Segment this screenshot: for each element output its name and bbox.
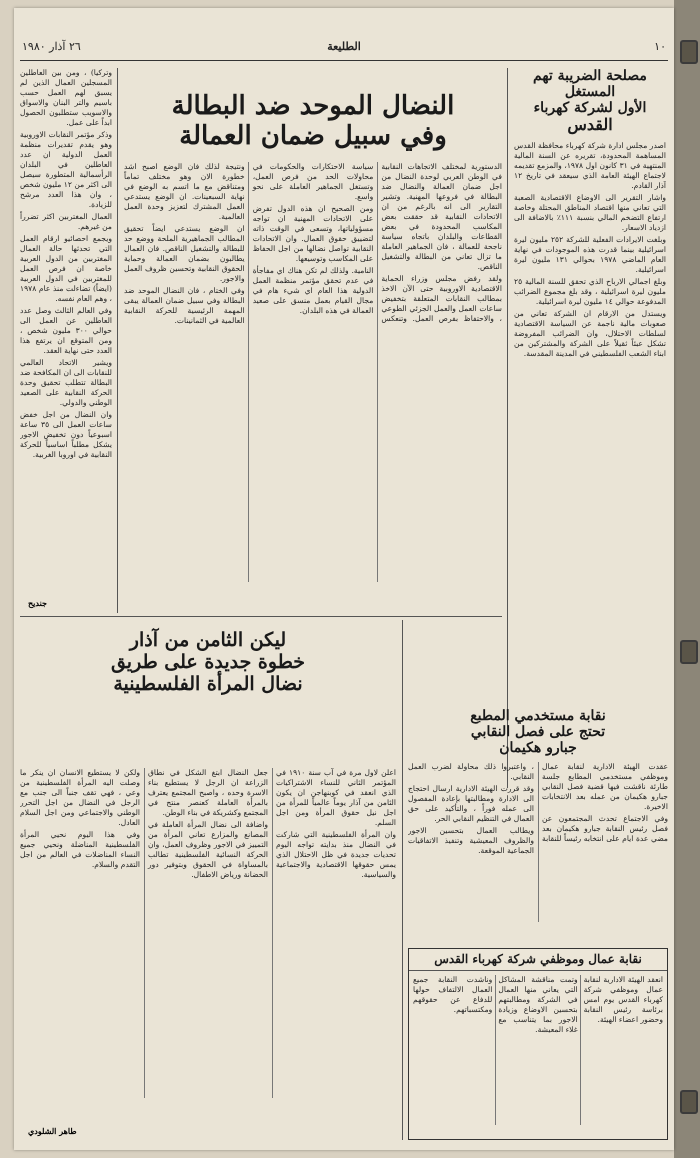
paragraph: جعل النضال ابتغ الشكل في نطاق الزراعة ان الرجل لا يستطيع بناء الاسرة وحده ، واصبح المجتمع يعترف بالمرأة العاملة كعنصر منتج في المجتمع وكشريكة في بناء الوطن. bbox=[148, 768, 268, 817]
paragraph: ولكن لا يستطيع الانسان ان ينكر ما وصلت اليه المرأة الفلسطينية من وعي ، فهي تقف جنباً الى جنب مع الرجل في النضال من اجل التحرر الوطني والاجتماعي ومن اجل السلام العادل. bbox=[20, 768, 140, 827]
paragraph: وفي العالم الثالث وصل عدد العاطلين عن العمل الى حوالي ٣٠٠ مليون شخص ، ومن المتوقع ان يرتفع هذا العدد حتى نهاية العقد. bbox=[20, 306, 112, 355]
paragraph: ولقد رفض مجلس وزراء الحماية الاقتصادية الاوروبية حتى الآن الاخذ بمطالب النقابات المتعلقة بتخفيض ساعات العمل والعمل الجزئي الطوعي ، والاحتفاظ بفرص العمل. وتنعكس سياسة الاحتكارات والحكومات في محاولات الحد من فرص العمل، وتستغل الجماهير العاملة على نحو واسع. bbox=[252, 161, 502, 323]
newspaper-page bbox=[14, 8, 674, 1150]
headline-line: خطوة جديدة على طريق bbox=[110, 650, 306, 673]
article-unemployment bbox=[124, 68, 502, 608]
page-number: ١٠ bbox=[654, 40, 666, 53]
headline-line: تحتج على فصل النقابي bbox=[470, 724, 606, 741]
headline-line: النضال الموحد ضد البطالة bbox=[171, 91, 455, 121]
headline-line: الأول لشركة كهرباء bbox=[533, 100, 647, 117]
headline-line: نقابة مستخدمي المطبع bbox=[470, 708, 606, 724]
article-body bbox=[20, 68, 112, 460]
headline-line: القدس bbox=[567, 115, 613, 135]
paragraph: عقدت الهيئة الادارية لنقابة عمال وموظفي مستخدمي المطابع جلسة طارئة ناقشت فيها قضية فصل النقابي جبارو هكيمان من عمله بعد الانتخابات الاخيرة. bbox=[542, 762, 668, 812]
article-headline bbox=[20, 630, 396, 696]
article-body bbox=[20, 768, 396, 1098]
paragraph: وذكر مؤتمر النقابات الاوروبية وهو يقدم تقديرات منظمة العمل الدولية ان عدد العاطلين في البلدان الرأسمالية المتطورة سيصل الى اكثر من ١٢ مليون شخص ، وان هذا العدد مرشح للزيادة. bbox=[20, 130, 112, 209]
headline-line: مصلحة الضريبة تهم المستغل bbox=[533, 68, 647, 101]
headline-line: ليكن الثامن من آذار bbox=[129, 629, 287, 651]
paragraph: وفي الاجتماع تحدث المجتمعون عن فصل رئيس النقابة جبارو هكيمان بعد مضي عدة ايام على انتخابه رئيساً للنقابة ، واعتبروا ذلك محاولة لضرب العمل النقابي. bbox=[408, 762, 668, 844]
paragraph: وفي هذا اليوم نحيي المرأة الفلسطينية المناضلة ونحيي جميع النساء المناضلات في العالم من اجل التقدم والسلام. bbox=[20, 830, 140, 869]
paragraph: ويطالب العمال بتحسين الاجور والظروف المعيشية وتنفيذ الاتفاقيات الجماعية الموقعة. bbox=[408, 826, 534, 856]
paragraph: ويستدل من الارقام ان الشركة تعاني من صعوبات مالية ناجمة عن السياسة الاقتصادية لسلطات الاحتلال، وان الضرائب المفروضة تشكل عبئاً ثقيلاً على الشركة والمشتركين من ابناء الشعب الفلسطيني في المدينة المقدسة. bbox=[514, 308, 666, 358]
article-body bbox=[408, 762, 668, 922]
paragraph: اصدر مجلس ادارة شركة كهرباء محافظة القدس المساهمة المحدودة، تقريره عن السنة المالية المنتهية في ٣١ كانون اول ١٩٧٨، والمزمع تقديمه لاجتماع الهيئة العامة الذي سيعقد في تاريخ ١٢ آذار القادم. bbox=[514, 140, 666, 190]
article-electric-union bbox=[408, 948, 668, 1140]
article-printing-union bbox=[408, 708, 668, 940]
article-signature: طاهر الشلودي bbox=[28, 1126, 77, 1136]
paragraph: وناشدت النقابة جميع العمال الالتفاف حولها للدفاع عن حقوقهم ومكتسباتهم. bbox=[413, 974, 493, 1014]
paragraph: انعقد الهيئة الادارية لنقابة عمال وموظفي شركة كهرباء القدس يوم امس برئاسة رئيس النقابة وحضور اعضاء الهيئة. bbox=[583, 974, 663, 1024]
paragraph: وفي الختام ، فان النضال الموحد ضد البطالة وفي سبيل ضمان العمالة يبقى المهمة الرئيسية للحركة النقابية العالمية في الثمانينات. bbox=[124, 285, 245, 325]
paragraph: اعلن لاول مرة في آب سنة ١٩١٠ في المؤتمر الثاني للنساء الاشتراكيات الذي انعقد في كوبنهاجن ان يكون الثامن من آذار يوماً عالمياً للمرأة من اجل نيل حقوق المرأة ومن اجل السلم. bbox=[276, 768, 396, 827]
masthead bbox=[20, 38, 668, 61]
issue-date: ٢٦ آذار ١٩٨٠ bbox=[22, 40, 81, 53]
column-rule bbox=[507, 68, 508, 788]
headline-line: نضال المرأة الفلسطينية bbox=[113, 672, 303, 695]
column-rule bbox=[117, 68, 118, 613]
paragraph: ونتيجة لذلك فان الوضع اصبح اشد خطورة الان وهو مختلف تماماً ومتناقض مع ما اتسم به الوضع في نهاية السبعينات. ان الوضع يستدعي العمل المشترك لتعزيز وحدة العمل العالمية. bbox=[124, 161, 245, 221]
article-headline bbox=[408, 708, 668, 756]
article-body bbox=[409, 971, 667, 1129]
paragraph: وبلغ اجمالي الارباح الذي تحقق للسنة المالية ٢٥ مليون ليرة اسرائيلية ، وقد بلغ مجموع الضرائب المدفوعة حوالي ١٤ مليون ليرة اسرائيلية. bbox=[514, 276, 666, 306]
article-signature: جنديح bbox=[28, 598, 47, 608]
column-rule bbox=[402, 620, 403, 1140]
article-headline: نقابة عمال وموظفي شركة كهرباء القدس bbox=[409, 953, 667, 971]
headline-line: وفي سبيل ضمان العمالة bbox=[179, 120, 447, 151]
paragraph: وتمت مناقشة المشاكل التي يعاني منها العمال في الشركة ومطالبتهم بتحسين الاوضاع وزيادة الاجور بما يتناسب مع غلاء المعيشة. bbox=[498, 974, 578, 1034]
paragraph: وبلغت الايرادات الفعلية للشركة ٢٥٢ مليون ليرة اسرائيلية بينما قدرت هذه الموجودات في نهاية العام الماضي ١٩٧٨ بحوالي ١٣١ مليون ليرة اسرائيلية. bbox=[514, 234, 666, 274]
article-headline bbox=[514, 68, 666, 135]
article-body bbox=[124, 162, 502, 582]
article-headline bbox=[124, 92, 502, 152]
paragraph: ان الوضع يستدعي ايضاً تحقيق المطالب الجماهيرية الملحة ووضع حد للبطالة والتشغيل الناقص. فان العمال يطالبون بضمان العمالة وحماية الحقوق النقابية وتحسين ظروف العمل والاجور. bbox=[124, 223, 245, 283]
article-left-column bbox=[20, 68, 112, 613]
paragraph: النامية. ولذلك لم تكن هناك اي مفاجأة في عدم تحقق مؤتمر منظمة العمل الدولية هذا العام اي شيء هام في مجال القيام بعمل منسق على صعيد العمالة في هذه البلدان. bbox=[252, 265, 374, 315]
article-body bbox=[514, 141, 666, 359]
article-jerusalem-electricity bbox=[514, 68, 666, 788]
paragraph: واضافة الى نضال المرأة العاملة في المصانع والمزارع تعاني المرأة من التمييز في الاجور وظروف العمل، وان الحركة النسائية الفلسطينية تطالب بالمساواة في الحقوق وبتوفير دور الحضانة ورياض الاطفال. bbox=[148, 820, 268, 879]
binder-ring bbox=[680, 1090, 698, 1114]
paragraph: وان المرأة الفلسطينية التي شاركت في النضال منذ بدايته تواجه اليوم تحديات جديدة في ظل الاحتلال الذي يمس حقوقها الاقتصادية والاجتماعية والسياسية. bbox=[276, 830, 396, 879]
binder-spine bbox=[674, 0, 700, 1158]
march8-headline-box bbox=[20, 622, 396, 760]
paragraph: ومن الصحيح ان هذه الدول تفرض على الاتحادات المهنية ان تواجه مسؤولياتها، وتسعى في الوقت ذاته لتضييق حقوق العمال. وان الاتحادات النقابية تواصل نضالها من اجل الحفاظ على المكاسب وتوسيعها. bbox=[252, 203, 374, 263]
article-march8 bbox=[20, 768, 396, 1108]
paragraph: وقد قررت الهيئة الادارية ارسال احتجاج الى الادارة ومطالبتها بإعادة المفصول الى عمله فوراً ، والتأكيد على حق العمال في التنظيم النقابي الحر. bbox=[408, 784, 534, 824]
headline-line: جبارو هكيمان bbox=[499, 740, 577, 757]
paragraph: ويجمع احصائيو ارقام العمل التي تحدثها حالة العمال المغتربين من الدول العربية خاصة ان فرص العمل للمغتربين في الدول العربية (ايضاً) تضاءلت منذ عام ١٩٧٨ ، وهم العام نفسه. bbox=[20, 234, 112, 303]
paragraph: وتركيا) ، ومن بين العاطلين المسجلين العمال الذين لم يسبق لهم العمل حسب باسيم والتر البنان والاسواق والاسويب ستطلبون الحصول ابداً على عمل. bbox=[20, 68, 112, 127]
publication-name: الطليعة bbox=[327, 40, 361, 53]
paragraph: وان النضال من اجل خفض ساعات العمل الى ٣٥ ساعة اسبوعياً دون تخفيض الاجور يشكل مطلباً اساسياً للحركة النقابية في اوروبا الغربية. bbox=[20, 410, 112, 459]
binder-ring bbox=[680, 40, 698, 64]
paragraph: الدستورية لمختلف الاتجاهات النقابية في الوطن العربي لوحدة النضال من اجل ضمان العمالة والنضال ضد البطالة في فروعها المهنية. وتشير التقارير الى انه بالرغم من ان الاتحادات النقابية قد حققت بعض المكاسب المحدودة في بعض القطاعات والبلدان باتجاه سياسة ناجحة للعمالة ، فان الجماهير العاملة ما تزال تعاني من البطالة والتشغيل الناقص. bbox=[381, 161, 502, 271]
binder-ring bbox=[680, 640, 698, 664]
paragraph: العمال المغتربين اكثر تضرراً من غيرهم. bbox=[20, 212, 112, 231]
paragraph: واشار التقرير الى الاوضاع الاقتصادية الصعبة التي تعاني منها اقتصاد المناطق المحتلة وخاصة ارتفاع التضخم المالي بنسبة ١١١٪ بالاضافة الى ازدياد الاسعار. bbox=[514, 192, 666, 232]
section-rule bbox=[20, 616, 502, 617]
paragraph: ويشير الاتحاد العالمي للنقابات الى ان المكافحة ضد البطالة تتطلب تحقيق وحدة الحركة النقابية على الصعيد الوطني والدولي. bbox=[20, 358, 112, 407]
